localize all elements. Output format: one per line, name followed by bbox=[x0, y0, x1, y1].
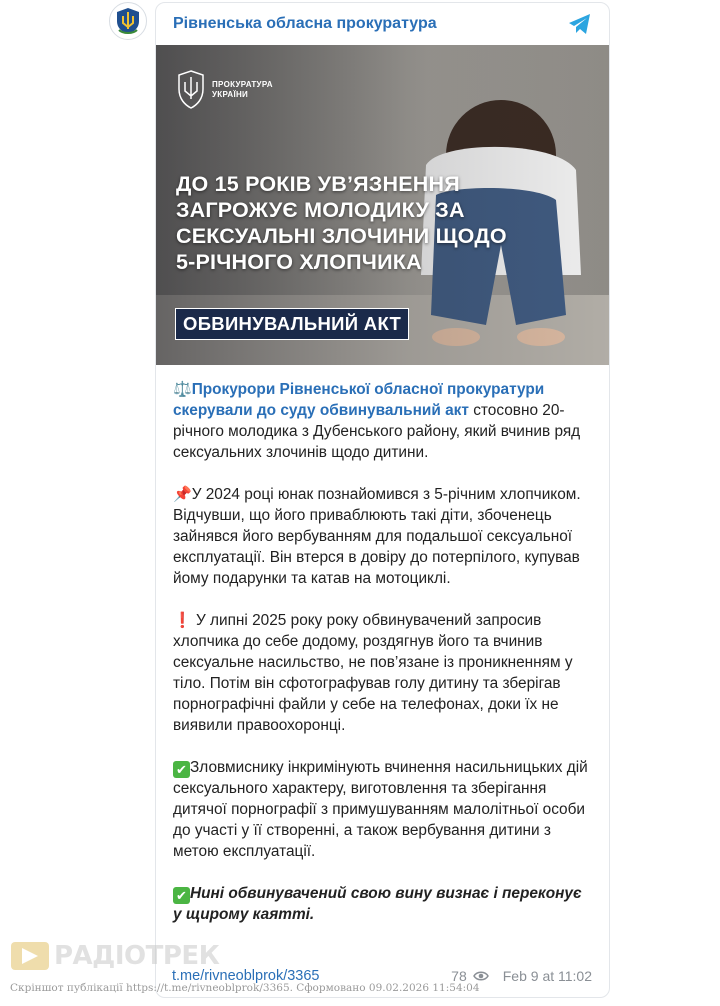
paragraph-1: ⚖️Прокурори Рівненської обласної прокуратури скерували до суду обвинувальний акт стосовно 20-річного молодика з Дубенського району, який вчинив ряд сексуальних злочинів щодо дитини. bbox=[173, 381, 581, 461]
post-permalink[interactable]: t.me/rivneoblprok/3365 bbox=[172, 968, 320, 984]
check-mark-icon: ✔ bbox=[173, 887, 190, 904]
image-logo bbox=[176, 69, 282, 111]
views-count: 78 bbox=[451, 968, 467, 984]
screenshot-caption: Скріншот публікації https://t.me/rivneoblprok/3365. Сформовано 09.02.2026 11:54:04 bbox=[10, 982, 480, 994]
post-card bbox=[155, 2, 610, 998]
radiotrek-logo-text: РАДІОТРЕК bbox=[54, 941, 220, 971]
post-header bbox=[156, 3, 609, 45]
pin-icon: 📌 bbox=[173, 486, 192, 503]
scales-icon: ⚖️ bbox=[173, 381, 192, 398]
telegram-icon[interactable] bbox=[567, 11, 593, 37]
prosecutor-emblem-icon bbox=[176, 69, 206, 111]
exclamation-icon: ❗ bbox=[173, 612, 192, 629]
radiotrek-logo-icon bbox=[10, 940, 50, 972]
post-inline-link[interactable]: Прокурори Рівненської обласної прокуратури скерували до суду обвинувальний акт bbox=[173, 381, 545, 419]
post-date[interactable]: Feb 9 at 11:02 bbox=[502, 968, 592, 984]
paragraph-2: 📌У 2024 році юнак познайомився з 5-річним хлопчиком. Відчувши, що його приваблюють такі діти, збоченець зайнявся його вербуванням для подальшої сексуальної експлуатації. Він втерся в довіру до потерпілого, купував йому подарунки та катав на мотоциклі. bbox=[173, 486, 581, 587]
image-logo-text: ПРОКУРАТУРА УКРАЇНИ bbox=[212, 80, 273, 99]
eye-icon bbox=[473, 970, 489, 982]
paragraph-5: ✔ Нині обвинувачений свою вину визнає і переконує у щирому каятті. bbox=[173, 885, 582, 923]
post-text bbox=[156, 365, 609, 925]
prosecutor-emblem-icon bbox=[115, 7, 141, 35]
check-mark-icon: ✔ bbox=[173, 761, 190, 778]
paragraph-4: ✔ Зловмиснику інкримінують вчинення насильницьких дій сексуального характеру, виготовлення та зберігання дитячої порнографії з примушуванням малолітньої особи до участі у її створенні, а також вербування дитини з метою експлуатації. bbox=[173, 759, 588, 860]
post-image[interactable] bbox=[156, 45, 609, 365]
image-badge: ОБВИНУВАЛЬНИЙ АКТ bbox=[175, 308, 409, 340]
image-headline: ДО 15 РОКІВ УВ’ЯЗНЕННЯ ЗАГРОЖУЄ МОЛОДИКУ ЗА СЕКСУАЛЬНІ ЗЛОЧИНИ ЩОДО 5-РІЧНОГО ХЛОПЧИКА bbox=[176, 172, 507, 274]
paragraph-3: ❗ У липні 2025 року року обвинувачений запросив хлопчика до себе додому, роздягнув його та вчинив сексуальне насильство, не пов’язане із проникненням у тіло. Потім він сфотографував голу дитину та зберігав порнографічні файли у себе на телефонах, доки їх не виявили правоохоронці. bbox=[173, 612, 573, 734]
channel-name[interactable]: Рівненська обласна прокуратура bbox=[173, 15, 437, 32]
channel-avatar[interactable] bbox=[109, 2, 147, 40]
